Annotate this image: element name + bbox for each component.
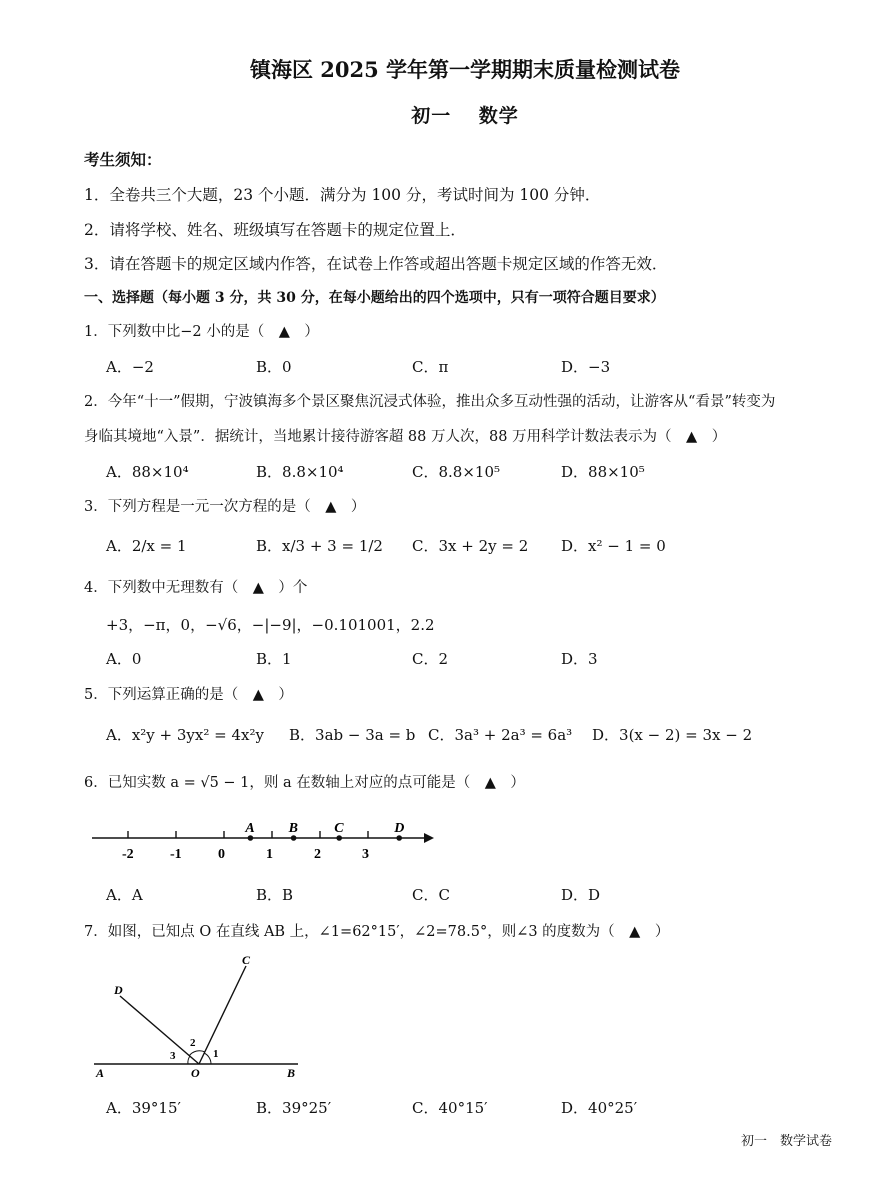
option-c: C．2 [412, 650, 449, 668]
option-a: A．0 [106, 650, 142, 668]
tick-label: 2 [314, 847, 321, 862]
question-stem: 7．如图，已知点 O 在直线 AB 上，∠1=62°15′，∠2=78.5°，则∠3 的度数为（ ▲ ） [84, 924, 670, 940]
section-heading: 一、选择题（每小题 3 分，共 30 分，在每小题给出的四个选项中，只有一项符合题目要求） [84, 290, 665, 306]
angle-3-arc [188, 1056, 190, 1064]
option-b: B．8.8×10⁴ [256, 463, 344, 481]
option-d: D．x² − 1 = 0 [561, 537, 666, 555]
option-c: C．π [412, 358, 449, 376]
tick-label: -1 [170, 847, 182, 862]
option-a: A．x²y + 3yx² = 4x²y [106, 726, 264, 744]
option-a: A．2/x = 1 [106, 537, 187, 555]
notice-heading: 考生须知： [84, 150, 162, 169]
tick-label: 0 [218, 847, 225, 862]
notice-item: 3．请在答题卡的规定区域内作答，在试卷上作答或超出答题卡规定区域的作答无效． [84, 255, 668, 273]
label-angle-1: 1 [213, 1048, 219, 1060]
page-footer: 初一 数学试卷 [740, 1134, 832, 1149]
label-o: O [191, 1066, 200, 1080]
tick-label: -2 [122, 847, 134, 862]
ray-oc [199, 966, 246, 1064]
question-stem: 2．今年“十一”假期，宁波镇海多个景区聚焦沉浸式体验，推出众多互动性强的活动，让游客从“看景”转变为 [84, 394, 776, 410]
option-d: D．88×10⁵ [561, 463, 645, 481]
point-marker [336, 835, 342, 841]
tick-label: 1 [266, 847, 273, 862]
option-d: D．3 [561, 650, 598, 668]
option-a: A．A [106, 886, 143, 904]
question-stem: 5．下列运算正确的是（ ▲ ） [84, 687, 293, 703]
option-d: D．40°25′ [561, 1099, 638, 1117]
option-d: D．3(x − 2) = 3x − 2 [592, 726, 753, 744]
ray-od [120, 996, 199, 1064]
label-angle-2: 2 [190, 1037, 196, 1049]
option-c: C．3x + 2y = 2 [412, 537, 529, 555]
option-c: C．C [412, 886, 450, 904]
label-c: C [242, 953, 251, 967]
label-b: B [287, 1066, 296, 1080]
option-a: A．88×10⁴ [106, 463, 189, 481]
option-a: A．−2 [106, 358, 154, 376]
label-a: A [96, 1066, 105, 1080]
question-stem: 3．下列方程是一元一次方程的是（ ▲ ） [84, 499, 366, 515]
label-angle-3: 3 [170, 1050, 176, 1062]
point-label: A [245, 821, 255, 836]
option-d: D．D [561, 886, 601, 904]
point-label: C [334, 821, 344, 836]
question-stem: 4．下列数中无理数有（ ▲ ）个 [84, 580, 308, 596]
page-title: 镇海区 2025 学年第一学期期末质量检测试卷 [249, 57, 681, 82]
point-marker [248, 835, 254, 841]
option-b: B．0 [256, 358, 292, 376]
option-b: B．x/3 + 3 = 1/2 [256, 537, 383, 555]
option-d: D．−3 [561, 358, 611, 376]
point-marker [396, 835, 402, 841]
question-stem: 身临其境地“入景”．据统计，当地累计接待游客超 88 万人次，88 万用科学计数法表示为（ ▲ ） [84, 429, 727, 445]
page-subtitle: 初一 数学 [411, 105, 519, 127]
label-d: D [114, 983, 123, 997]
option-c: C．40°15′ [412, 1099, 488, 1117]
number-list: +3，−π，0，−√6，−|−9|，−0.101001，2.2 [106, 616, 435, 634]
point-label: B [288, 821, 298, 836]
point-label: D [394, 821, 405, 836]
option-b: B．39°25′ [256, 1099, 332, 1117]
option-c: C．8.8×10⁵ [412, 463, 501, 481]
option-c: C．3a³ + 2a³ = 6a³ [428, 726, 573, 744]
number-line-arrow [424, 833, 434, 843]
option-a: A．39°15′ [106, 1099, 181, 1117]
question-stem: 6．已知实数 a = √5 − 1，则 a 在数轴上对应的点可能是（ ▲ ） [84, 775, 525, 791]
point-marker [291, 835, 297, 841]
tick-label: 3 [362, 847, 369, 862]
angle-1-arc [204, 1053, 211, 1064]
angle-figure [88, 950, 308, 1080]
notice-item: 2．请将学校、姓名、班级填写在答题卡的规定位置上． [84, 221, 466, 239]
number-line-figure [88, 812, 448, 864]
question-stem: 1．下列数中比−2 小的是（ ▲ ） [84, 324, 319, 340]
option-b: B．3ab − 3a = b [289, 726, 416, 744]
option-b: B．1 [256, 650, 292, 668]
option-b: B．B [256, 886, 294, 904]
notice-item: 1．全卷共三个大题，23 个小题．满分为 100 分，考试时间为 100 分钟． [84, 186, 601, 204]
